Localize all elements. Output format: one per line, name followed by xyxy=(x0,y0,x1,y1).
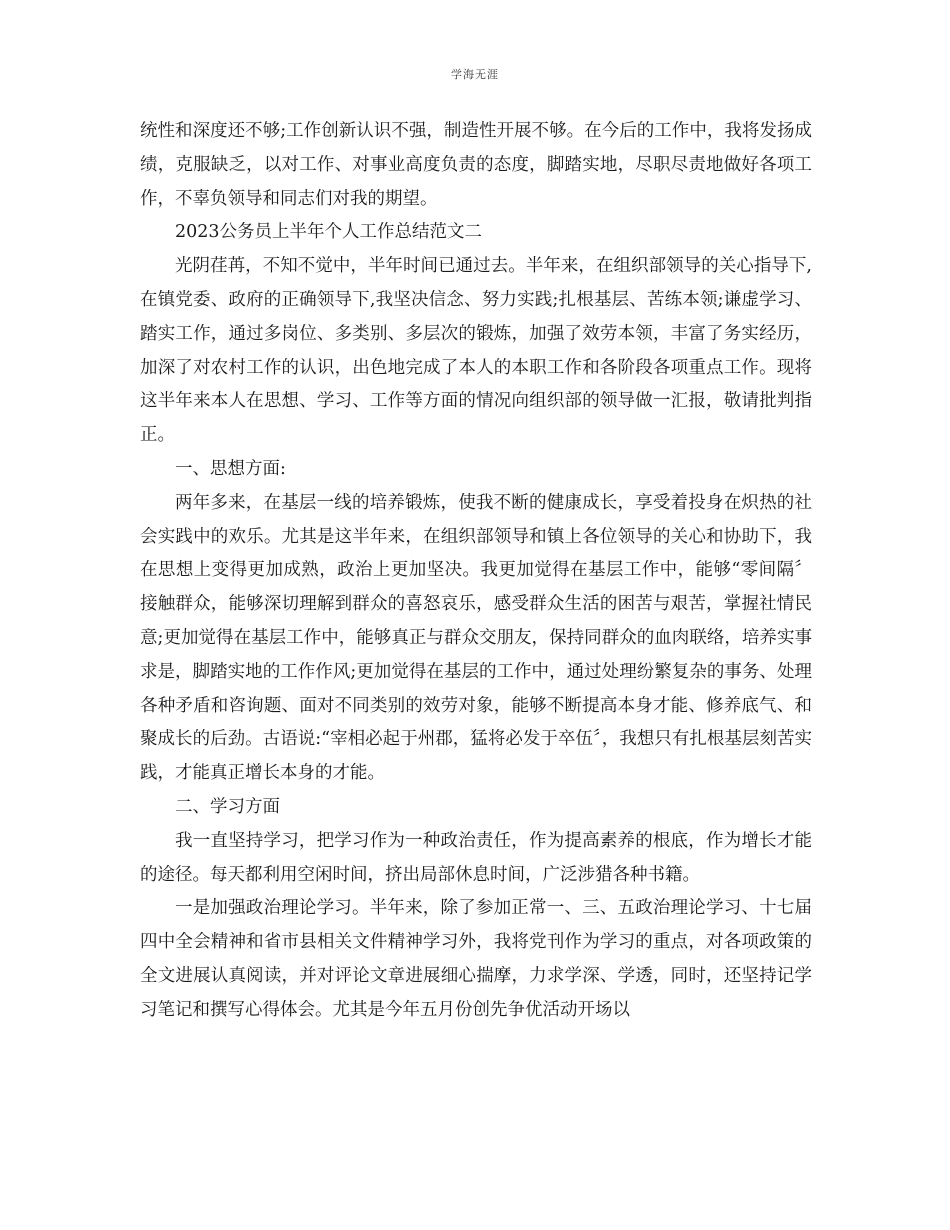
page-header: 学海无涯 xyxy=(451,68,499,81)
paragraph-thought: 两年多来，在基层一线的培养锻炼，使我不断的健康成长，享受着投身在炽热的社会实践中的欢乐。尤其是这半年来，在组织部领导和镇上各位领导的关心和协助下，我在思想上变得更加成熟，政治上更加坚决。我更加觉得在基层工作中，能够“零间隔〞接触群众，能够深切理解到群众的喜怒哀乐，感受群众生活的困苦与艰苦，掌握社情民意;更加觉得在基层工作中，能够真正与群众交朋友，保持同群众的血肉联络，培养实事求是，脚踏实地的工作作风;更加觉得在基层的工作中，通过处理纷繁复杂的事务、处理各种矛盾和咨询题、面对不同类别的效劳对象，能够不断提高本身才能、修养底气、和聚成长的后劲。古语说:“宰相必起于州郡，猛将必发于卒伍〞，我想只有扎根基层刻苦实践，才能真正增长本身的才能。 xyxy=(140,492,812,784)
paragraph-political-theory: 一是加强政治理论学习。半年来，除了参加正常一、三、五政治理论学习、十七届四中全会精神和省市县相关文件精神学习外，我将党刊作为学习的重点，对各项政策的全文进展认真阅读，并对评论文章进展细心揣摩，力求学深、学透，同时，还坚持记学习笔记和撰写心得体会。尤其是今年五月份创先争优活动开场以 xyxy=(140,898,812,1020)
heading-thought: 一、思想方面: xyxy=(175,458,286,479)
document-body xyxy=(140,115,812,1028)
paragraph-study: 我一直坚持学习，把学习作为一种政治责任，作为提高素养的根底，作为增长才能的途径。每天都利用空闲时间，挤出局部休息时间，广泛涉猎各种书籍。 xyxy=(140,830,812,885)
section-title: 2023公务员上半年个人工作总结范文二 xyxy=(175,222,483,243)
heading-study: 二、学习方面 xyxy=(175,796,280,817)
paragraph-intro: 光阴荏苒，不知不觉中，半年时间已通过去。半年来，在组织部领导的关心指导下,在镇党委、政府的正确领导下,我坚决信念、努力实践;扎根基层、苦练本领;谦虚学习、踏实工作，通过多岗位、多类别、多层次的锻炼，加强了效劳本领，丰富了务实经历，加深了对农村工作的认识，出色地完成了本人的本职工作和各阶段各项重点工作。现将这半年来本人在思想、学习、工作等方面的情况向组织部的领导做一汇报，敬请批判指正。 xyxy=(140,256,812,446)
paragraph-1: 统性和深度还不够;工作创新认识不强，制造性开展不够。在今后的工作中，我将发扬成绩，克服缺乏，以对工作、对事业高度负责的态度，脚踏实地，尽职尽责地做好各项工作，不辜负领导和同志们对我的期望。 xyxy=(140,121,812,209)
